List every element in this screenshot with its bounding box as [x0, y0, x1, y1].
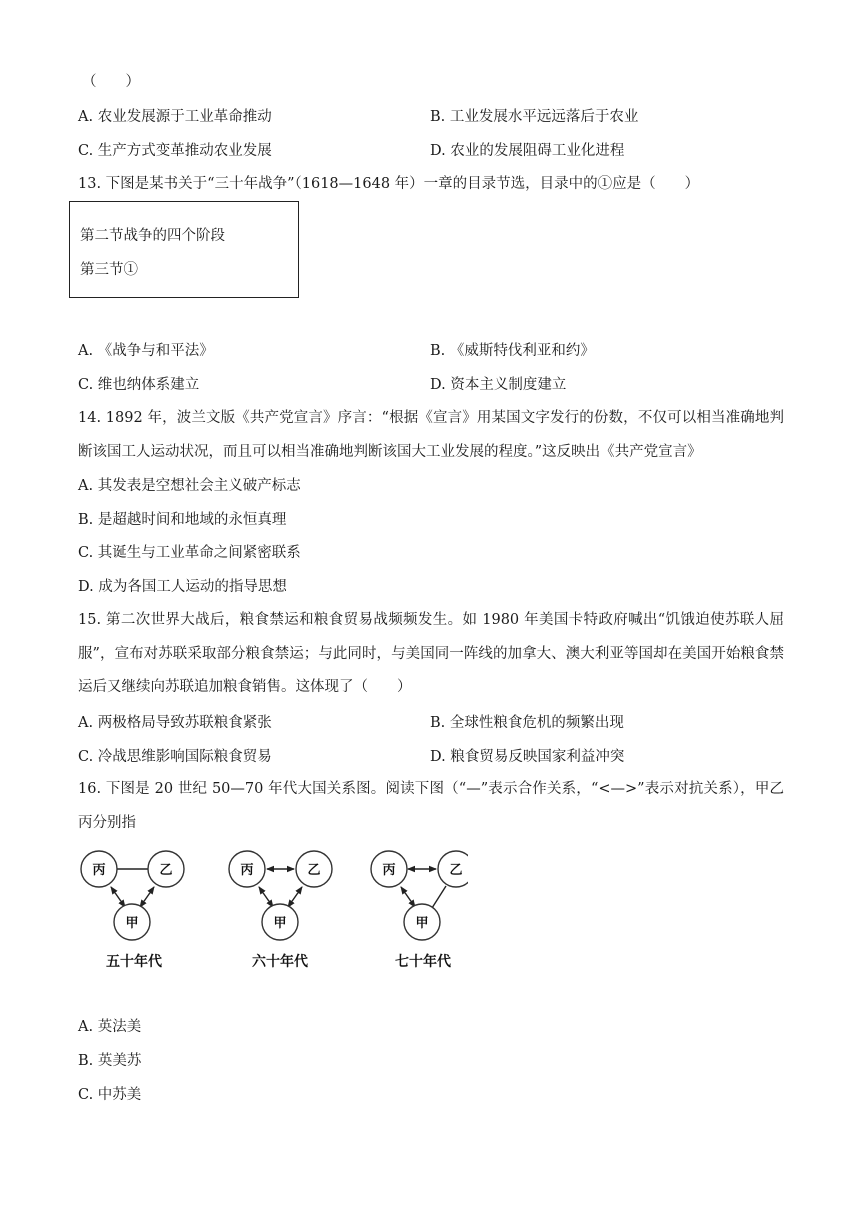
- svg-text:丙: 丙: [92, 863, 106, 878]
- svg-text:丙: 丙: [382, 863, 396, 878]
- svg-text:乙: 乙: [307, 863, 321, 878]
- svg-text:乙: 乙: [159, 863, 173, 878]
- q12-option-c[interactable]: C. 生产方式变革推动农业发展: [78, 143, 272, 159]
- q14-option-a[interactable]: A. 其发表是空想社会主义破产标志: [78, 478, 301, 494]
- q14-option-b[interactable]: B. 是超越时间和地域的永恒真理: [78, 512, 287, 528]
- q14-option-c[interactable]: C. 其诞生与工业革命之间紧密联系: [78, 545, 301, 561]
- q15-option-a[interactable]: A. 两极格局导致苏联粮食紧张: [78, 715, 272, 731]
- link-bing-jia-confrontation: [259, 887, 273, 907]
- node-jia: [114, 904, 150, 940]
- q16-option-c[interactable]: C. 中苏美: [78, 1087, 142, 1103]
- q15-option-c[interactable]: C. 冷战思维影响国际粮食贸易: [78, 749, 272, 765]
- q13-option-a[interactable]: A. 《战争与和平法》: [78, 343, 214, 359]
- diagram-1960s: [229, 851, 332, 970]
- q14-option-d[interactable]: D. 成为各国工人运动的指导思想: [78, 579, 287, 595]
- node-jia: [262, 904, 298, 940]
- node-yi: [148, 851, 184, 887]
- q16-option-a[interactable]: A. 英法美: [78, 1019, 142, 1035]
- link-yi-jia-confrontation: [140, 887, 154, 907]
- node-bing: [371, 851, 407, 887]
- q16-stem: 16. 下图是 20 世纪 50—70 年代大国关系图。阅读下图（“—”表示合作关系，“<—>”表示对抗关系），甲乙丙分别指: [78, 781, 784, 831]
- diagram-1950s: [81, 851, 184, 970]
- label-1950s: 五十年代: [106, 954, 162, 970]
- q13-stem: 13. 下图是某书关于“三十年战争”（1618—1648 年）一章的目录节选，目录中的①应是（ ）: [78, 176, 700, 192]
- link-yi-jia-confrontation: [288, 887, 302, 907]
- q12-option-b[interactable]: B. 工业发展水平远远落后于农业: [430, 109, 639, 125]
- node-yi: [296, 851, 332, 887]
- q12-option-a[interactable]: A. 农业发展源于工业革命推动: [78, 109, 272, 125]
- node-bing: [81, 851, 117, 887]
- toc-line-section3: 第三节①: [80, 262, 138, 278]
- link-bing-jia-confrontation: [401, 887, 415, 907]
- diagram-1970s: [371, 851, 468, 970]
- svg-text:甲: 甲: [125, 916, 139, 931]
- q16-relations-figure: [78, 842, 468, 977]
- toc-line-section2: 第二节战争的四个阶段: [80, 228, 225, 244]
- link-yi-jia-cooperation: [432, 886, 446, 908]
- node-jia: [404, 904, 440, 940]
- svg-text:甲: 甲: [273, 916, 287, 931]
- node-bing: [229, 851, 265, 887]
- svg-text:丙: 丙: [240, 863, 254, 878]
- label-1960s: 六十年代: [252, 954, 308, 970]
- label-1970s: 七十年代: [395, 954, 451, 970]
- svg-text:甲: 甲: [415, 916, 429, 931]
- q13-toc-box: [69, 201, 299, 298]
- svg-text:乙: 乙: [449, 863, 463, 878]
- q13-option-d[interactable]: D. 资本主义制度建立: [430, 377, 567, 393]
- q13-option-b[interactable]: B. 《威斯特伐利亚和约》: [430, 343, 595, 359]
- q12-option-d[interactable]: D. 农业的发展阻碍工业化进程: [430, 143, 625, 159]
- q12-stem-tail: （ ）: [82, 74, 140, 90]
- q13-option-c[interactable]: C. 维也纳体系建立: [78, 377, 200, 393]
- q16-option-b[interactable]: B. 英美苏: [78, 1053, 142, 1069]
- q15-option-d[interactable]: D. 粮食贸易反映国家利益冲突: [430, 749, 625, 765]
- q15-stem: 15. 第二次世界大战后，粮食禁运和粮食贸易战频频发生。如 1980 年美国卡特政府喊出“饥饿迫使苏联人屈服”，宣布对苏联采取部分粮食禁运；与此同时，与美国同一阵线的加拿大、澳大利亚等国却在美国开始粮食禁运后又继续向苏联追加粮食销售。这体现了（ ）: [78, 612, 784, 695]
- link-bing-jia-confrontation: [111, 887, 125, 907]
- node-yi: [438, 851, 468, 887]
- q14-stem: 14. 1892 年，波兰文版《共产党宣言》序言：“根据《宣言》用某国文字发行的份数，不仅可以相当准确地判断该国工人运动状况，而且可以相当准确地判断该国大工业发展的程度。”这反映出《共产党宣言》: [78, 410, 784, 460]
- q15-option-b[interactable]: B. 全球性粮食危机的频繁出现: [430, 715, 624, 731]
